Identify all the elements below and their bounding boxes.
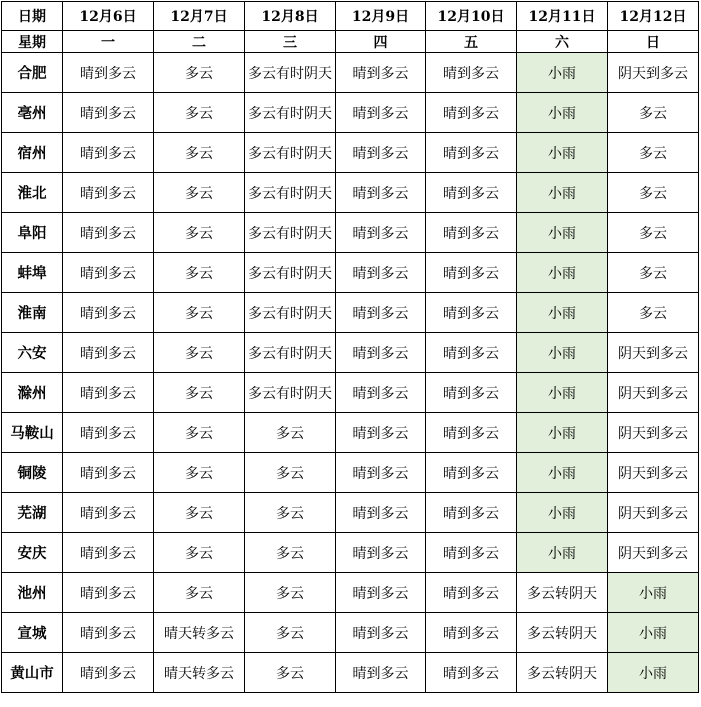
forecast-cell: 小雨 bbox=[517, 93, 608, 133]
forecast-cell: 晴到多云 bbox=[63, 573, 154, 613]
forecast-cell: 晴到多云 bbox=[336, 373, 426, 413]
forecast-cell: 晴到多云 bbox=[336, 413, 426, 453]
forecast-cell: 晴到多云 bbox=[63, 293, 154, 333]
weekday-cell: 三 bbox=[245, 31, 336, 53]
forecast-cell: 晴到多云 bbox=[336, 133, 426, 173]
forecast-cell: 多云 bbox=[154, 333, 245, 373]
forecast-cell: 晴到多云 bbox=[426, 373, 517, 413]
forecast-table-body bbox=[2, 2, 699, 693]
forecast-cell: 多云 bbox=[154, 413, 245, 453]
weekday-header-row bbox=[2, 31, 699, 53]
forecast-cell: 小雨 bbox=[517, 293, 608, 333]
forecast-cell: 晴到多云 bbox=[336, 53, 426, 93]
forecast-cell: 晴天转多云 bbox=[154, 653, 245, 693]
city-row bbox=[2, 173, 699, 213]
forecast-cell: 晴到多云 bbox=[336, 573, 426, 613]
city-row bbox=[2, 213, 699, 253]
city-name-cell: 淮北 bbox=[2, 173, 63, 213]
forecast-cell: 晴到多云 bbox=[63, 373, 154, 413]
forecast-cell: 多云 bbox=[245, 533, 336, 573]
date-cell: 12月8日 bbox=[245, 2, 336, 31]
date-cell: 12月12日 bbox=[608, 2, 699, 31]
city-name-cell: 安庆 bbox=[2, 533, 63, 573]
forecast-cell: 晴到多云 bbox=[426, 93, 517, 133]
forecast-cell: 阴天到多云 bbox=[608, 453, 699, 493]
city-name-cell: 马鞍山 bbox=[2, 413, 63, 453]
forecast-cell: 小雨 bbox=[517, 253, 608, 293]
forecast-cell: 晴到多云 bbox=[426, 213, 517, 253]
city-row bbox=[2, 413, 699, 453]
forecast-cell: 多云 bbox=[154, 493, 245, 533]
forecast-cell: 阴天到多云 bbox=[608, 53, 699, 93]
forecast-cell: 多云 bbox=[245, 453, 336, 493]
city-name-cell: 阜阳 bbox=[2, 213, 63, 253]
forecast-cell: 多云 bbox=[245, 653, 336, 693]
city-name-cell: 合肥 bbox=[2, 53, 63, 93]
forecast-cell: 多云 bbox=[608, 93, 699, 133]
forecast-cell: 小雨 bbox=[608, 653, 699, 693]
forecast-cell: 晴到多云 bbox=[426, 333, 517, 373]
forecast-cell: 晴到多云 bbox=[336, 93, 426, 133]
weekday-cell: 二 bbox=[154, 31, 245, 53]
forecast-cell: 小雨 bbox=[517, 453, 608, 493]
weekday-label-cell: 星期 bbox=[2, 31, 63, 53]
forecast-cell: 阴天到多云 bbox=[608, 413, 699, 453]
forecast-cell: 晴到多云 bbox=[426, 533, 517, 573]
forecast-cell: 多云 bbox=[608, 253, 699, 293]
city-row bbox=[2, 573, 699, 613]
forecast-cell: 晴到多云 bbox=[63, 253, 154, 293]
forecast-cell: 多云有时阴天 bbox=[245, 213, 336, 253]
weather-forecast-table bbox=[1, 1, 699, 693]
forecast-cell: 晴到多云 bbox=[426, 613, 517, 653]
forecast-cell: 多云有时阴天 bbox=[245, 173, 336, 213]
forecast-cell: 小雨 bbox=[517, 213, 608, 253]
city-row bbox=[2, 533, 699, 573]
city-name-cell: 黄山市 bbox=[2, 653, 63, 693]
weekday-cell: 五 bbox=[426, 31, 517, 53]
forecast-cell: 小雨 bbox=[608, 613, 699, 653]
forecast-cell: 小雨 bbox=[517, 133, 608, 173]
forecast-cell: 晴到多云 bbox=[426, 453, 517, 493]
forecast-cell: 多云 bbox=[154, 213, 245, 253]
forecast-cell: 多云 bbox=[154, 373, 245, 413]
forecast-cell: 晴到多云 bbox=[336, 173, 426, 213]
forecast-cell: 晴天转多云 bbox=[154, 613, 245, 653]
date-header-row bbox=[2, 2, 699, 31]
forecast-cell: 多云有时阴天 bbox=[245, 333, 336, 373]
forecast-cell: 多云 bbox=[154, 453, 245, 493]
forecast-cell: 多云 bbox=[154, 173, 245, 213]
city-row bbox=[2, 653, 699, 693]
date-cell: 12月9日 bbox=[336, 2, 426, 31]
date-cell: 12月11日 bbox=[517, 2, 608, 31]
forecast-cell: 多云有时阴天 bbox=[245, 93, 336, 133]
forecast-cell: 晴到多云 bbox=[63, 133, 154, 173]
city-name-cell: 淮南 bbox=[2, 293, 63, 333]
forecast-cell: 晴到多云 bbox=[336, 333, 426, 373]
forecast-cell: 晴到多云 bbox=[426, 493, 517, 533]
city-name-cell: 六安 bbox=[2, 333, 63, 373]
forecast-cell: 晴到多云 bbox=[63, 613, 154, 653]
forecast-cell: 小雨 bbox=[517, 333, 608, 373]
weekday-cell: 一 bbox=[63, 31, 154, 53]
forecast-cell: 多云有时阴天 bbox=[245, 133, 336, 173]
forecast-table-wrapper bbox=[1, 1, 699, 693]
forecast-cell: 多云 bbox=[154, 533, 245, 573]
city-name-cell: 蚌埠 bbox=[2, 253, 63, 293]
date-label-cell: 日期 bbox=[2, 2, 63, 31]
city-name-cell: 亳州 bbox=[2, 93, 63, 133]
forecast-cell: 多云转阴天 bbox=[517, 573, 608, 613]
forecast-cell: 晴到多云 bbox=[426, 413, 517, 453]
forecast-cell: 多云 bbox=[245, 413, 336, 453]
forecast-cell: 小雨 bbox=[517, 413, 608, 453]
forecast-cell: 多云有时阴天 bbox=[245, 253, 336, 293]
forecast-cell: 晴到多云 bbox=[63, 413, 154, 453]
forecast-cell: 晴到多云 bbox=[336, 533, 426, 573]
forecast-cell: 阴天到多云 bbox=[608, 493, 699, 533]
forecast-cell: 多云 bbox=[608, 133, 699, 173]
forecast-cell: 多云有时阴天 bbox=[245, 373, 336, 413]
forecast-cell: 晴到多云 bbox=[336, 653, 426, 693]
forecast-cell: 晴到多云 bbox=[426, 173, 517, 213]
forecast-cell: 晴到多云 bbox=[63, 453, 154, 493]
forecast-cell: 小雨 bbox=[517, 493, 608, 533]
forecast-cell: 多云转阴天 bbox=[517, 613, 608, 653]
forecast-cell: 晴到多云 bbox=[336, 613, 426, 653]
city-name-cell: 芜湖 bbox=[2, 493, 63, 533]
forecast-cell: 小雨 bbox=[517, 533, 608, 573]
forecast-cell: 晴到多云 bbox=[426, 253, 517, 293]
forecast-cell: 多云 bbox=[154, 293, 245, 333]
forecast-cell: 晴到多云 bbox=[63, 653, 154, 693]
city-row bbox=[2, 333, 699, 373]
forecast-cell: 多云 bbox=[608, 173, 699, 213]
forecast-cell: 晴到多云 bbox=[426, 653, 517, 693]
forecast-cell: 多云 bbox=[154, 93, 245, 133]
forecast-cell: 多云 bbox=[608, 293, 699, 333]
forecast-cell: 晴到多云 bbox=[426, 293, 517, 333]
weekday-cell: 日 bbox=[608, 31, 699, 53]
forecast-cell: 阴天到多云 bbox=[608, 373, 699, 413]
forecast-cell: 晴到多云 bbox=[63, 213, 154, 253]
forecast-cell: 多云 bbox=[154, 53, 245, 93]
city-row bbox=[2, 133, 699, 173]
forecast-cell: 晴到多云 bbox=[336, 213, 426, 253]
city-row bbox=[2, 373, 699, 413]
forecast-cell: 晴到多云 bbox=[63, 173, 154, 213]
city-row bbox=[2, 493, 699, 533]
forecast-cell: 多云有时阴天 bbox=[245, 293, 336, 333]
city-name-cell: 铜陵 bbox=[2, 453, 63, 493]
forecast-cell: 多云 bbox=[245, 493, 336, 533]
forecast-cell: 小雨 bbox=[517, 373, 608, 413]
forecast-cell: 多云有时阴天 bbox=[245, 53, 336, 93]
forecast-cell: 阴天到多云 bbox=[608, 333, 699, 373]
city-name-cell: 宣城 bbox=[2, 613, 63, 653]
date-cell: 12月10日 bbox=[426, 2, 517, 31]
forecast-cell: 晴到多云 bbox=[336, 453, 426, 493]
forecast-cell: 多云 bbox=[245, 613, 336, 653]
forecast-cell: 多云 bbox=[154, 253, 245, 293]
forecast-cell: 晴到多云 bbox=[426, 53, 517, 93]
city-row bbox=[2, 293, 699, 333]
forecast-cell: 小雨 bbox=[517, 53, 608, 93]
forecast-cell: 晴到多云 bbox=[426, 133, 517, 173]
city-row bbox=[2, 93, 699, 133]
forecast-cell: 晴到多云 bbox=[63, 53, 154, 93]
forecast-cell: 晴到多云 bbox=[336, 493, 426, 533]
city-name-cell: 滁州 bbox=[2, 373, 63, 413]
forecast-cell: 晴到多云 bbox=[63, 533, 154, 573]
forecast-cell: 晴到多云 bbox=[426, 573, 517, 613]
date-cell: 12月6日 bbox=[63, 2, 154, 31]
forecast-cell: 阴天到多云 bbox=[608, 533, 699, 573]
city-name-cell: 宿州 bbox=[2, 133, 63, 173]
city-row bbox=[2, 613, 699, 653]
forecast-cell: 晴到多云 bbox=[336, 293, 426, 333]
city-row bbox=[2, 253, 699, 293]
city-name-cell: 池州 bbox=[2, 573, 63, 613]
forecast-cell: 晴到多云 bbox=[63, 333, 154, 373]
forecast-cell: 多云转阴天 bbox=[517, 653, 608, 693]
weekday-cell: 四 bbox=[336, 31, 426, 53]
forecast-cell: 晴到多云 bbox=[63, 493, 154, 533]
forecast-cell: 多云 bbox=[245, 573, 336, 613]
date-cell: 12月7日 bbox=[154, 2, 245, 31]
city-row bbox=[2, 53, 699, 93]
forecast-cell: 多云 bbox=[154, 133, 245, 173]
forecast-cell: 晴到多云 bbox=[336, 253, 426, 293]
city-row bbox=[2, 453, 699, 493]
forecast-cell: 多云 bbox=[154, 573, 245, 613]
weekday-cell: 六 bbox=[517, 31, 608, 53]
forecast-cell: 小雨 bbox=[608, 573, 699, 613]
forecast-cell: 晴到多云 bbox=[63, 93, 154, 133]
forecast-cell: 小雨 bbox=[517, 173, 608, 213]
forecast-cell: 多云 bbox=[608, 213, 699, 253]
